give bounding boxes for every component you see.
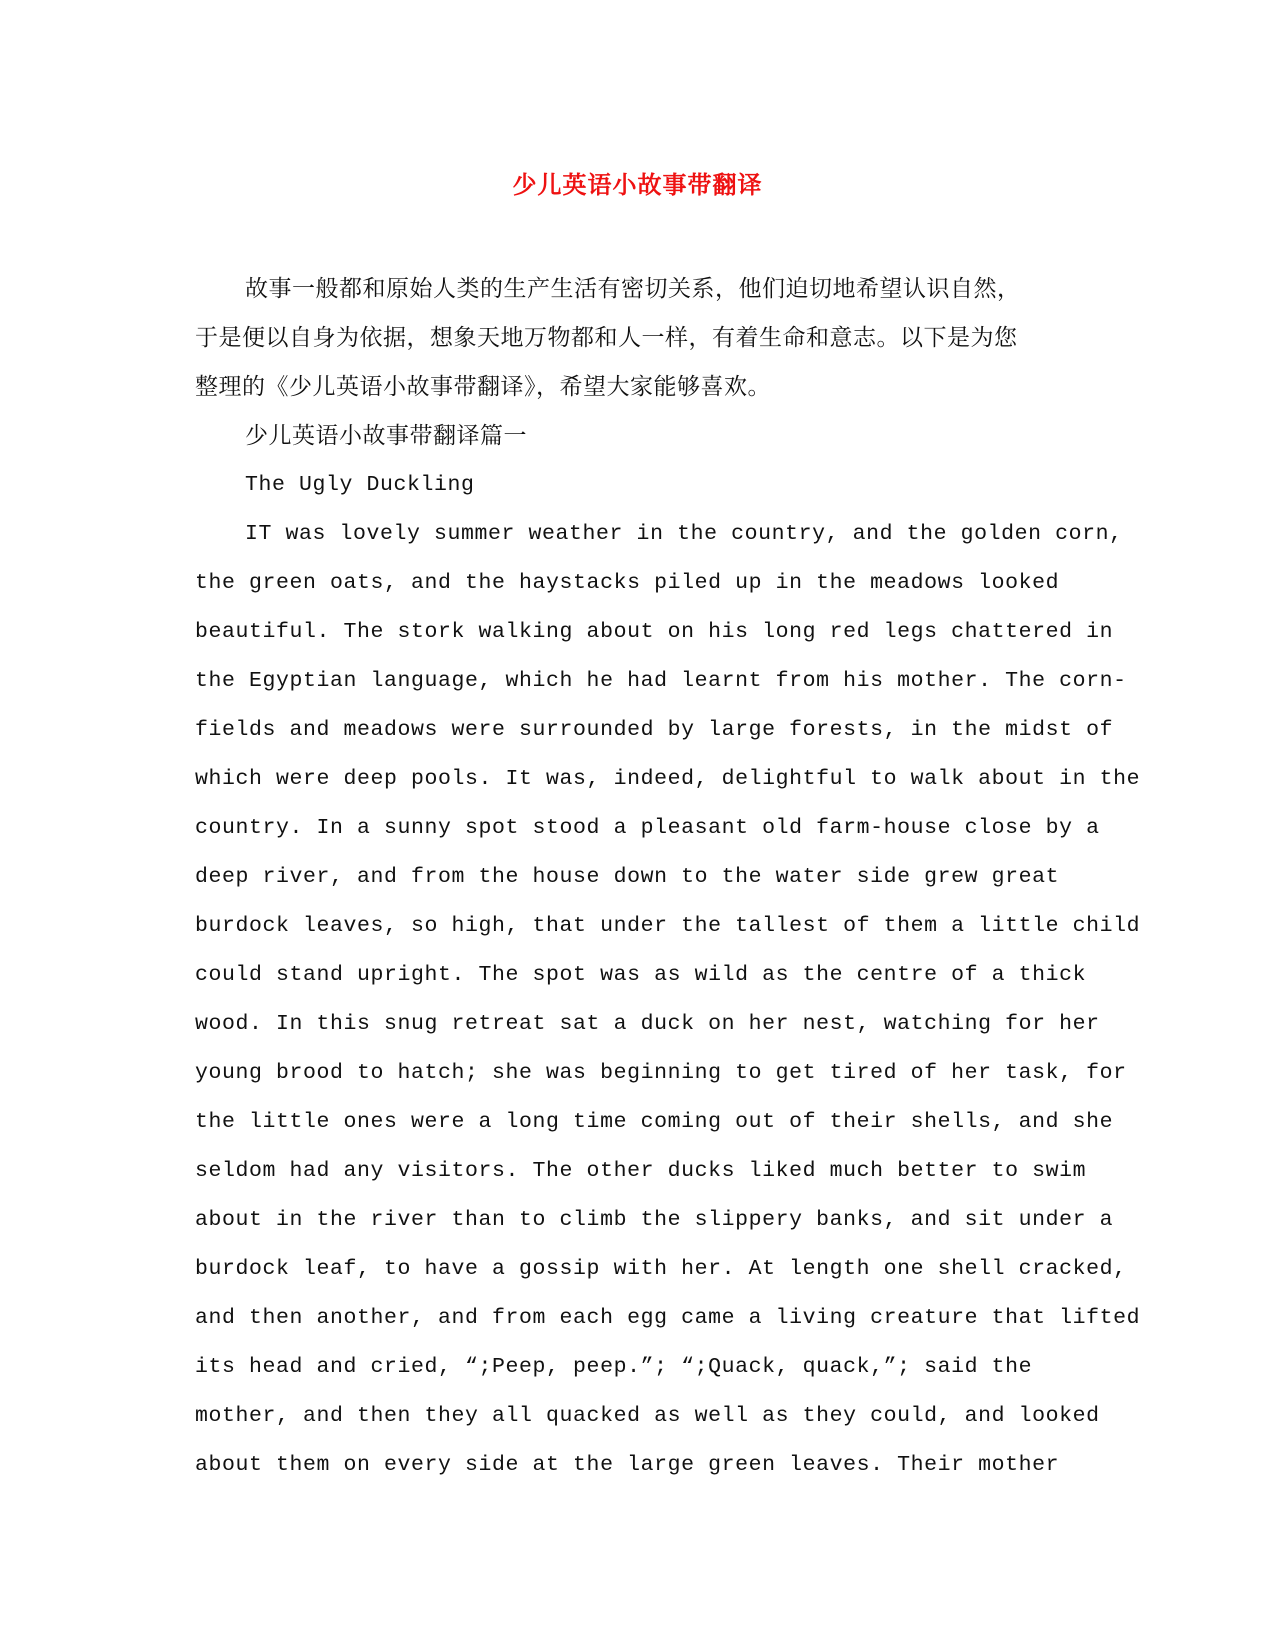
story-line: the green oats, and the haystacks piled up in the meadows looked [195,571,1060,595]
story-line: deep river, and from the house down to the water side grew great [195,865,1060,889]
story-line: wood. In this snug retreat sat a duck on her nest, watching for her [195,1012,1100,1036]
story-line: burdock leaf, to have a gossip with her. At length one shell cracked, [195,1257,1127,1281]
story-line: country. In a sunny spot stood a pleasant old farm-house close by a [195,816,1100,840]
story-line: fields and meadows were surrounded by large forests, in the midst of [195,718,1114,742]
story-line: beautiful. The stork walking about on his long red legs chattered in [195,620,1114,644]
story-line: mother, and then they all quacked as well as they could, and looked [195,1404,1100,1428]
intro-line: 整理的《少儿英语小故事带翻译》，希望大家能够喜欢。 [195,374,771,400]
story-line: about them on every side at the large green leaves. Their mother [195,1453,1060,1477]
document-title: 少儿英语小故事带翻译 [512,170,763,199]
story-line: and then another, and from each egg came a living creature that lifted [195,1306,1141,1330]
story-line: which were deep pools. It was, indeed, delightful to walk about in the [195,767,1141,791]
story-line: young brood to hatch; she was beginning to get tired of her task, for [195,1061,1127,1085]
story-line: burdock leaves, so high, that under the tallest of them a little child [195,914,1141,938]
story-line: IT was lovely summer weather in the country, and the golden corn, [245,522,1123,546]
document-body [195,265,1141,1490]
story-line: the Egyptian language, which he had learnt from his mother. The corn- [195,669,1127,693]
intro-line: 故事一般都和原始人类的生产生活有密切关系，他们迫切地希望认识自然， [245,276,1021,302]
story-line: about in the river than to climb the slippery banks, and sit under a [195,1208,1114,1232]
section-heading: 少儿英语小故事带翻译篇一 [245,423,527,449]
story-line: the little ones were a long time coming out of their shells, and she [195,1110,1114,1134]
story-line: seldom had any visitors. The other ducks liked much better to swim [195,1159,1087,1183]
story-line: could stand upright. The spot was as wild as the centre of a thick [195,963,1087,987]
story-line: its head and cried, “;Peep, peep.”; “;Quack, quack,”; said the [195,1355,1033,1379]
intro-line: 于是便以自身为依据，想象天地万物都和人一样，有着生命和意志。以下是为您 [195,325,1018,351]
story-title: The Ugly Duckling [245,473,475,497]
